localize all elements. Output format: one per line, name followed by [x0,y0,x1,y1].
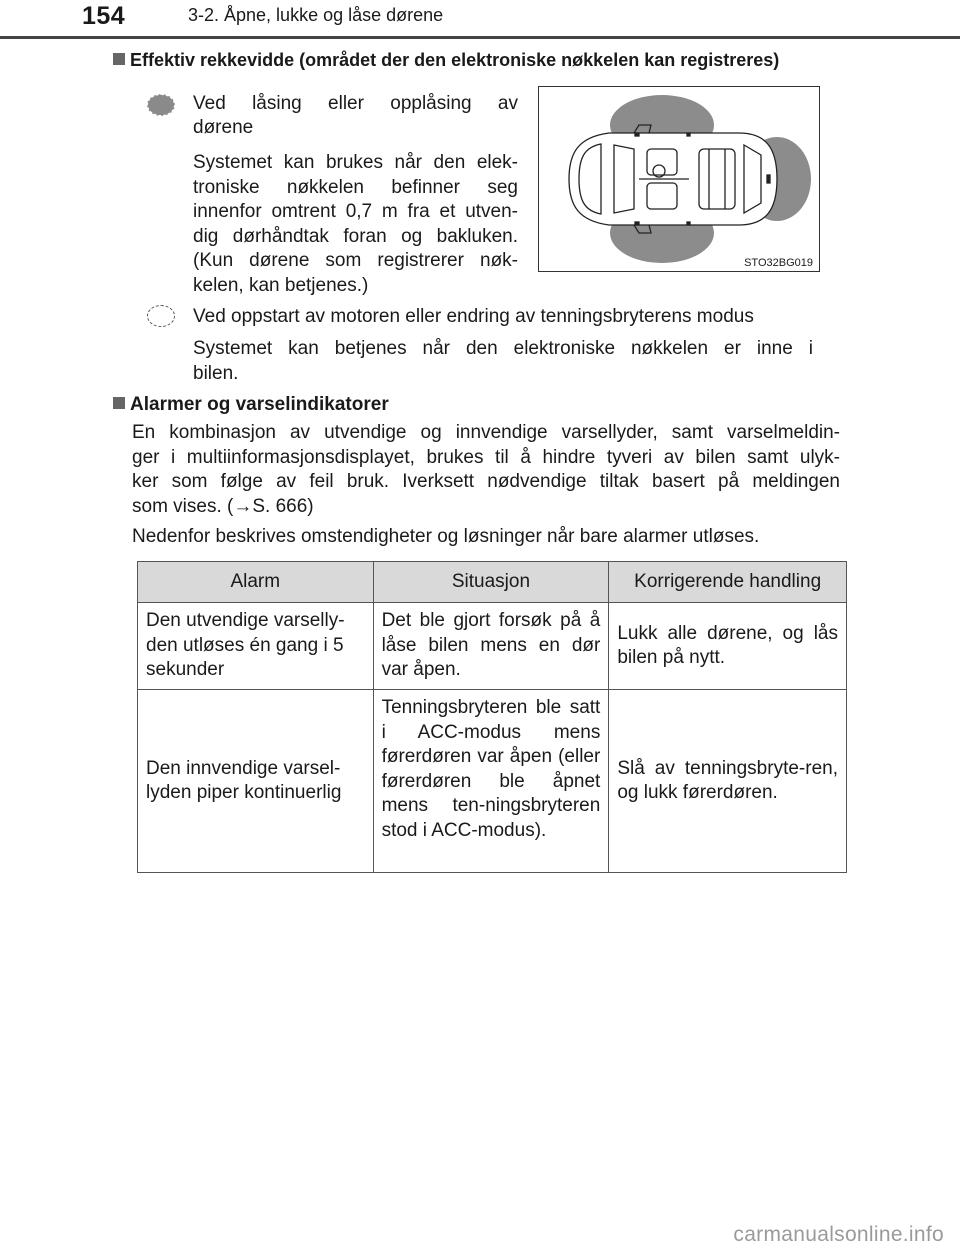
section-heading-alarms-text: Alarmer og varselindikatorer [130,394,389,415]
item2-title: Ved oppstart av motoren eller endring av tenningsbryterens modus [193,306,754,327]
page-number: 154 [82,2,126,30]
page-header [0,0,960,38]
alarms-paragraph-line: som vises. (→S. 666) [132,495,314,517]
item1-body-line: kelen, kan betjenes.) [193,274,369,296]
section-heading-alarms [113,394,389,416]
section-heading-range [113,50,779,71]
dashed-zone-legend-icon [147,305,175,327]
table-row [138,603,847,690]
item2-body [193,337,813,386]
table-cell: Tenningsbryteren ble satt i ACC-modus mens førerdøren var åpen (eller førerdøren ble åpnet mens ten-ningsbryteren stod i ACC-modus). [373,690,609,873]
alarms-paragraph-line: ger i multiinformasjonsdisplayet, brukes til å hindre tyveri av bilen samt ulyk- [132,446,840,468]
watermark-logo: carmanualsonline.info [733,1223,944,1246]
table-row [138,690,847,873]
item1-body-line: troniske nøkkelen befinner seg [193,176,518,198]
table-cell: Lukk alle dørene, og lås bilen på nytt. [609,603,847,690]
item1-body-line: Systemet kan brukes når den elek- [193,152,518,173]
alarms-paragraph-line: En kombinasjon av utvendige og innvendige varsellyder, samt varselmeldin- [132,422,840,443]
alarms-paragraph-line: ker som følge av feil bruk. Iverksett nødvendige tiltak basert på meldingen [132,471,840,493]
chapter-title: 3-2. Åpne, lukke og låse dørene [188,5,444,25]
table-cell: Den innvendige varsel-lyden piper kontinuerlig [138,690,374,873]
alarm-table [137,561,847,873]
car-range-diagram [539,87,819,271]
column-header: Korrigerende handling [609,562,847,603]
item1-body [193,151,518,299]
solid-zone-legend-icon [147,94,175,116]
alarms-paragraph [132,421,840,519]
item1-body-line: dig dørhåndtak foran og bakluken. [193,225,518,247]
item1-body-line: innenfor omtrent 0,7 m fra et utven- [193,201,518,223]
table-header-row [138,562,847,603]
item2-body-line: Systemet kan betjenes når den elektroniske nøkkelen er inne i [193,338,813,359]
column-header: Situasjon [373,562,609,603]
alarms-intro: Nedenfor beskrives omstendigheter og løsninger når bare alarmer utløses. [132,526,760,547]
range-figure [538,86,820,272]
figure-code: STO32BG019 [744,257,813,269]
item1-title-line1: Ved låsing eller opplåsing av [193,93,518,114]
table-cell: Det ble gjort forsøk på å låse bilen mens en dør var åpen. [373,603,609,690]
column-header: Alarm [138,562,374,603]
square-bullet-icon [113,53,125,65]
car-outline-icon [569,125,777,233]
table-cell: Slå av tenningsbryte-ren, og lukk førerdøren. [609,690,847,873]
section-heading-range-text: Effektiv rekkevidde (området der den elektroniske nøkkelen kan registreres) [130,50,780,70]
table-cell: Den utvendige varselly-den utløses én gang i 5 sekunder [138,603,374,690]
item2-body-line: bilen. [193,362,239,384]
item1-title-line2: dørene [193,117,254,138]
square-bullet-icon [113,397,125,409]
header-divider [0,36,960,39]
item1-body-line: (Kun dørene som registrerer nøk- [193,250,518,272]
